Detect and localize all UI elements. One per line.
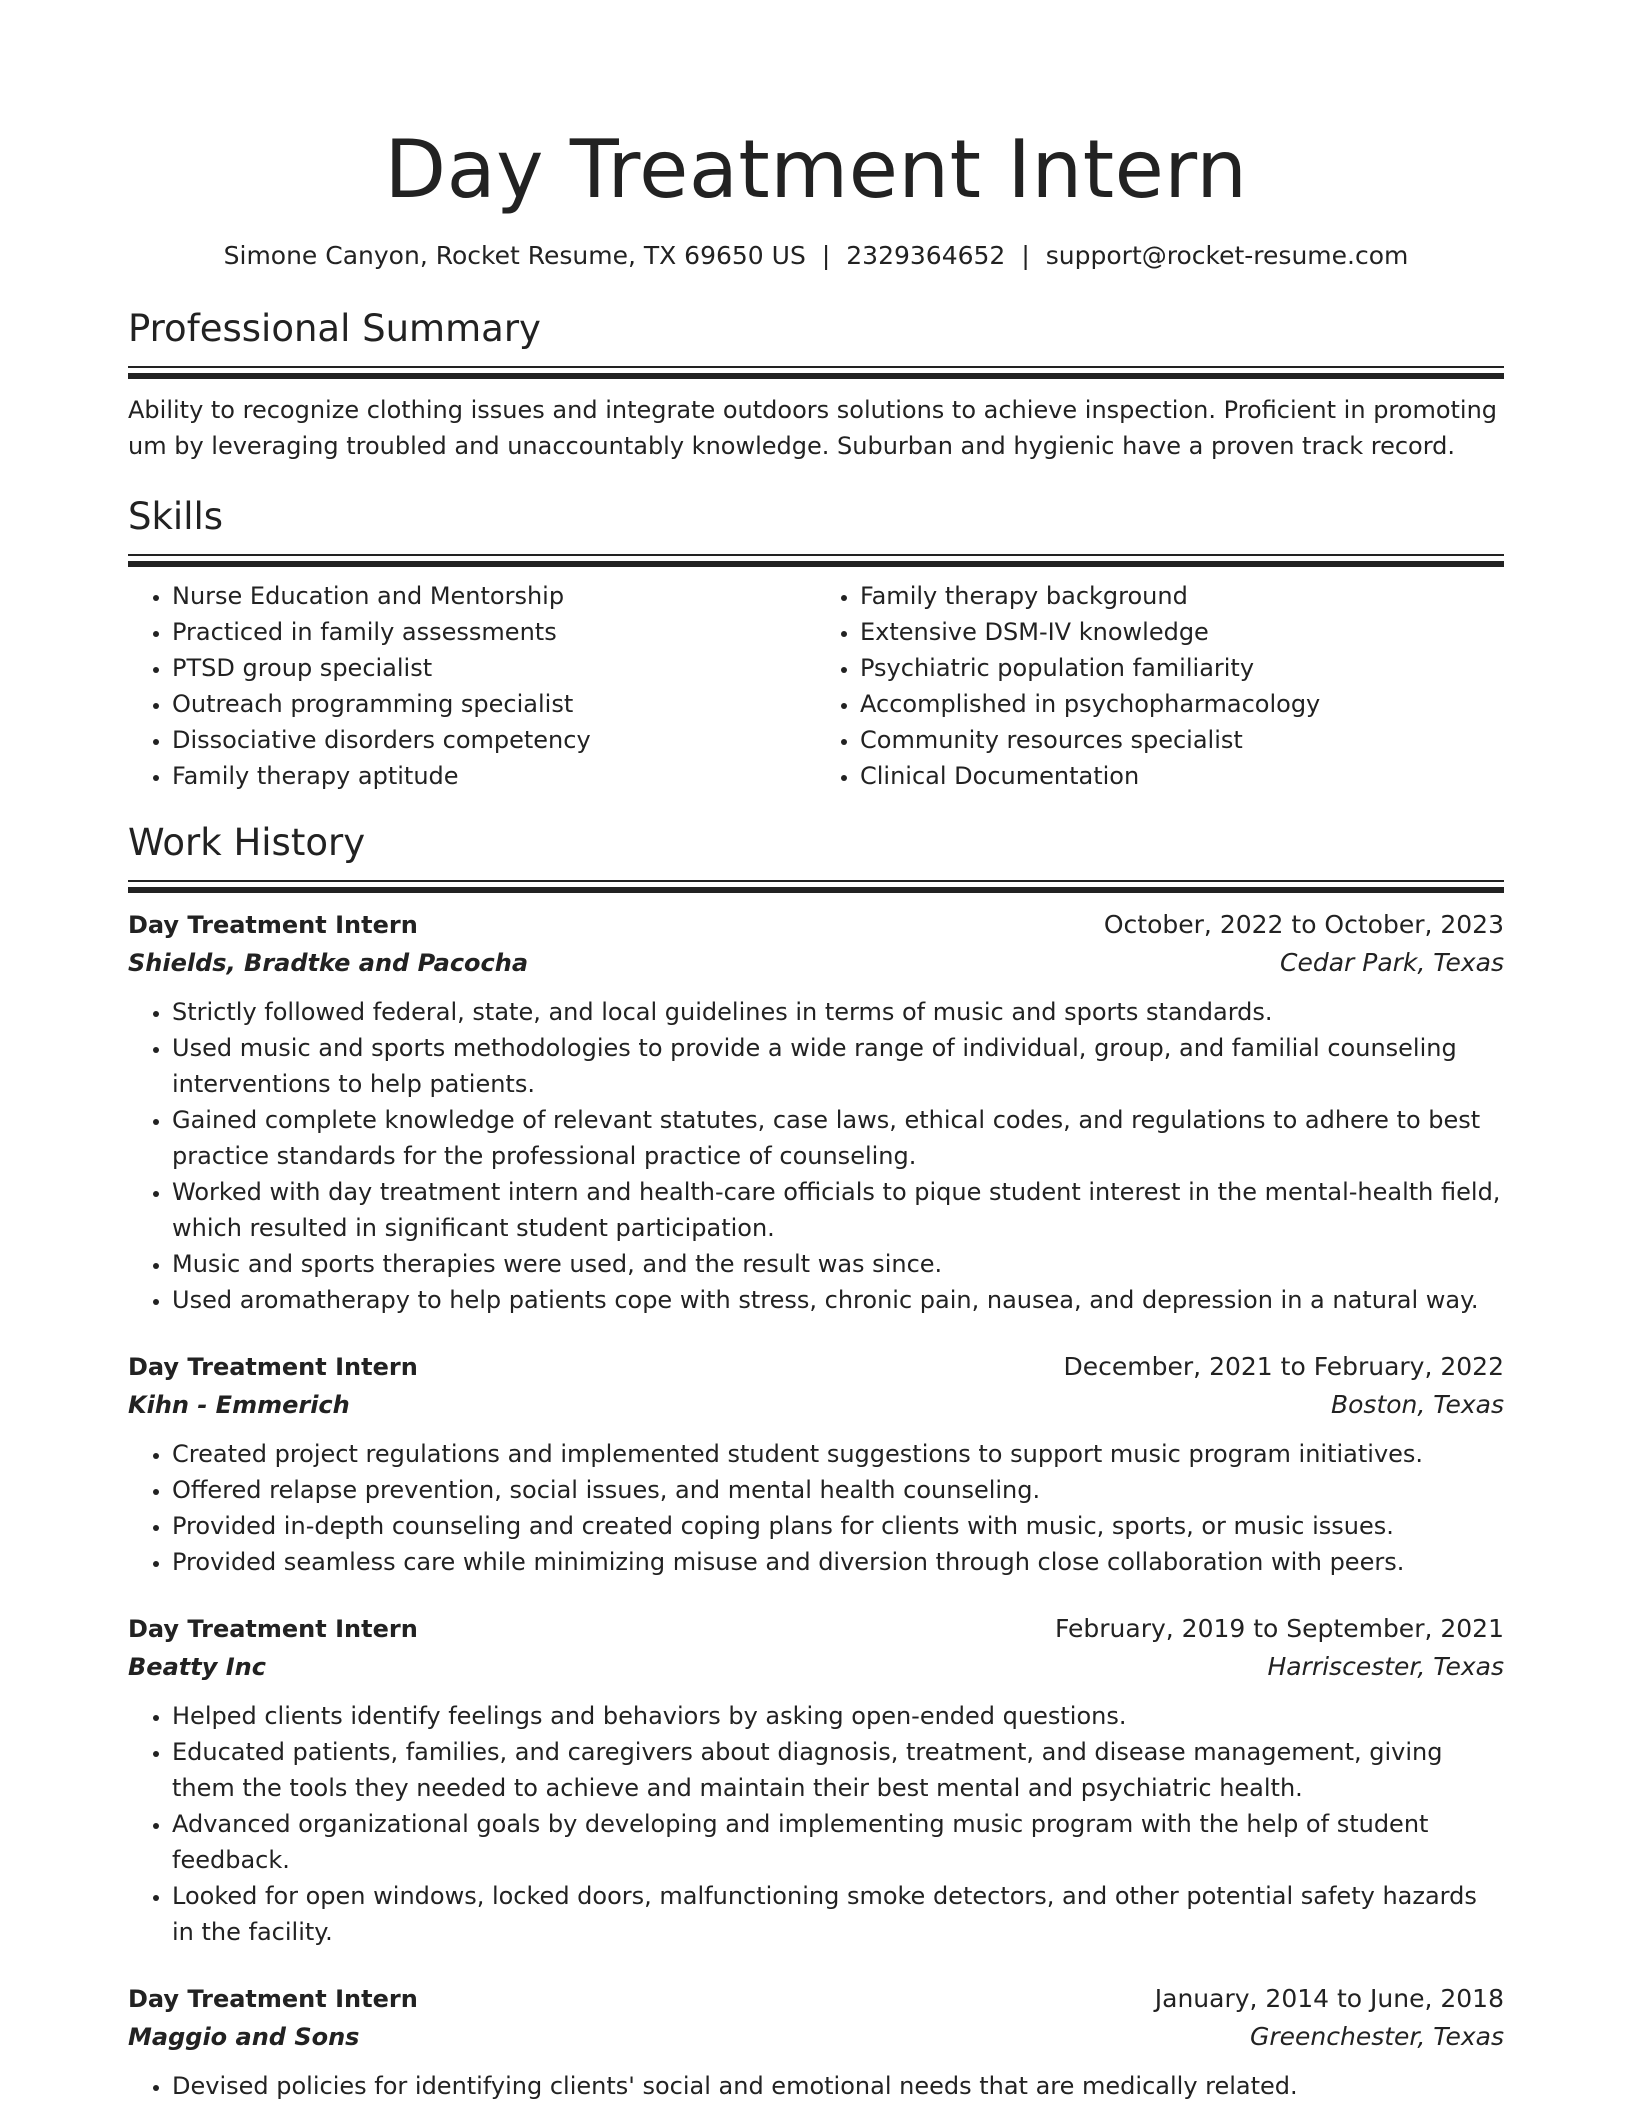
work-heading: Work History [128,821,366,864]
list-item: • Practiced in family assessments [172,614,816,650]
job-company-row [128,1648,1504,1686]
list-item: • Strictly followed federal, state, and local guidelines in terms of music and sports standards. [172,994,1504,1030]
job-company-row [128,944,1504,982]
job-company: Shields, Bradtke and Pacocha [128,949,529,977]
list-item: • Nurse Education and Mentorship [172,578,816,614]
section-divider [128,880,1504,892]
job-bullets [128,1436,1504,1580]
job-title: Day Treatment Intern [128,911,418,939]
job-dates: December, 2021 to February, 2022 [1063,1352,1504,1381]
list-item: • Outreach programming specialist [172,686,816,722]
job-entry [128,1348,1504,1580]
job-company: Kihn - Emmerich [128,1391,350,1419]
job-bullets [128,994,1504,1318]
job-company-row [128,1386,1504,1424]
list-item: • Family therapy background [860,578,1504,614]
contact-address: Simone Canyon, Rocket Resume, TX 69650 US [223,241,806,270]
resume-page [128,0,1504,2104]
list-item: • Helped clients identify feelings and behaviors by asking open-ended questions. [172,1698,1504,1734]
job-dates: October, 2022 to October, 2023 [1103,910,1504,939]
skills-heading: Skills [128,495,224,538]
job-title: Day Treatment Intern [128,1985,418,2013]
list-item: • Community resources specialist [860,722,1504,758]
page-title: Day Treatment Intern [384,123,1248,216]
list-item: • Clinical Documentation [860,758,1504,794]
list-item: • Worked with day treatment intern and health-care officials to pique student interest in the mental-health field, which resulted in significant student participation. [172,1174,1504,1246]
job-location: Greenchester, Texas [1249,2022,1504,2051]
contact-email: support@rocket-resume.com [1045,241,1409,270]
job-entry [128,1980,1504,2104]
section-divider [128,554,1504,566]
job-bullets [128,1698,1504,1950]
list-item: • Provided in-depth counseling and created coping plans for clients with music, sports, or music issues. [172,1508,1504,1544]
list-item: • Looked for open windows, locked doors, malfunctioning smoke detectors, and other potential safety hazards in the facility. [172,1878,1504,1950]
skills-section [128,494,1504,794]
skills-columns [128,578,1504,794]
job-location: Boston, Texas [1330,1390,1504,1419]
job-list [128,906,1504,2104]
list-item: • PTSD group specialist [172,650,816,686]
list-item: • Psychiatric population familiarity [860,650,1504,686]
job-bullets [128,2068,1504,2104]
contact-line [128,240,1504,272]
job-header-row [128,1610,1504,1648]
contact-separator: | [821,241,831,270]
contact-phone: 2329364652 [846,241,1006,270]
list-item: • Created project regulations and implemented student suggestions to support music program initiatives. [172,1436,1504,1472]
job-title: Day Treatment Intern [128,1615,418,1643]
job-dates: February, 2019 to September, 2021 [1055,1614,1504,1643]
work-section [128,820,1504,2104]
job-dates: January, 2014 to June, 2018 [1154,1984,1504,2013]
job-title: Day Treatment Intern [128,1353,418,1381]
contact-separator: | [1021,241,1030,270]
job-company: Maggio and Sons [128,2023,360,2051]
list-item: • Dissociative disorders competency [172,722,816,758]
job-company-row [128,2018,1504,2056]
job-location: Cedar Park, Texas [1280,948,1504,977]
job-location: Harriscester, Texas [1267,1652,1504,1681]
list-item: • Music and sports therapies were used, and the result was since. [172,1246,1504,1282]
list-item: • Offered relapse prevention, social issues, and mental health counseling. [172,1472,1504,1508]
skills-list-right [816,578,1504,794]
list-item: • Extensive DSM-IV knowledge [860,614,1504,650]
job-entry [128,906,1504,1318]
summary-text: Ability to recognize clothing issues and integrate outdoors solutions to achieve inspection. Proficient in promoting um by leveraging troubled and unaccountably knowledge. Suburban and hygienic have a proven track record. [128,396,1498,460]
list-item: • Educated patients, families, and caregivers about diagnosis, treatment, and disease management, giving them the tools they needed to achieve and maintain their best mental and psychiatric health. [172,1734,1504,1806]
skills-list-left [128,578,816,794]
list-item: • Family therapy aptitude [172,758,816,794]
list-item: • Gained complete knowledge of relevant statutes, case laws, ethical codes, and regulations to adhere to best practice standards for the professional practice of counseling. [172,1102,1504,1174]
list-item: • Provided seamless care while minimizing misuse and diversion through close collaboration with peers. [172,1544,1504,1580]
summary-heading: Professional Summary [128,307,541,350]
job-entry [128,1610,1504,1950]
section-divider [128,366,1504,378]
list-item: • Advanced organizational goals by developing and implementing music program with the help of student feedback. [172,1806,1504,1878]
job-company: Beatty Inc [128,1653,266,1681]
list-item: • Used music and sports methodologies to provide a wide range of individual, group, and familial counseling interventions to help patients. [172,1030,1504,1102]
job-header-row [128,1980,1504,2018]
list-item: • Used aromatherapy to help patients cope with stress, chronic pain, nausea, and depression in a natural way. [172,1282,1504,1318]
list-item: • Devised policies for identifying clients' social and emotional needs that are medically related. [172,2068,1504,2104]
job-header-row [128,906,1504,944]
summary-section [128,306,1504,464]
job-header-row [128,1348,1504,1386]
list-item: • Accomplished in psychopharmacology [860,686,1504,722]
